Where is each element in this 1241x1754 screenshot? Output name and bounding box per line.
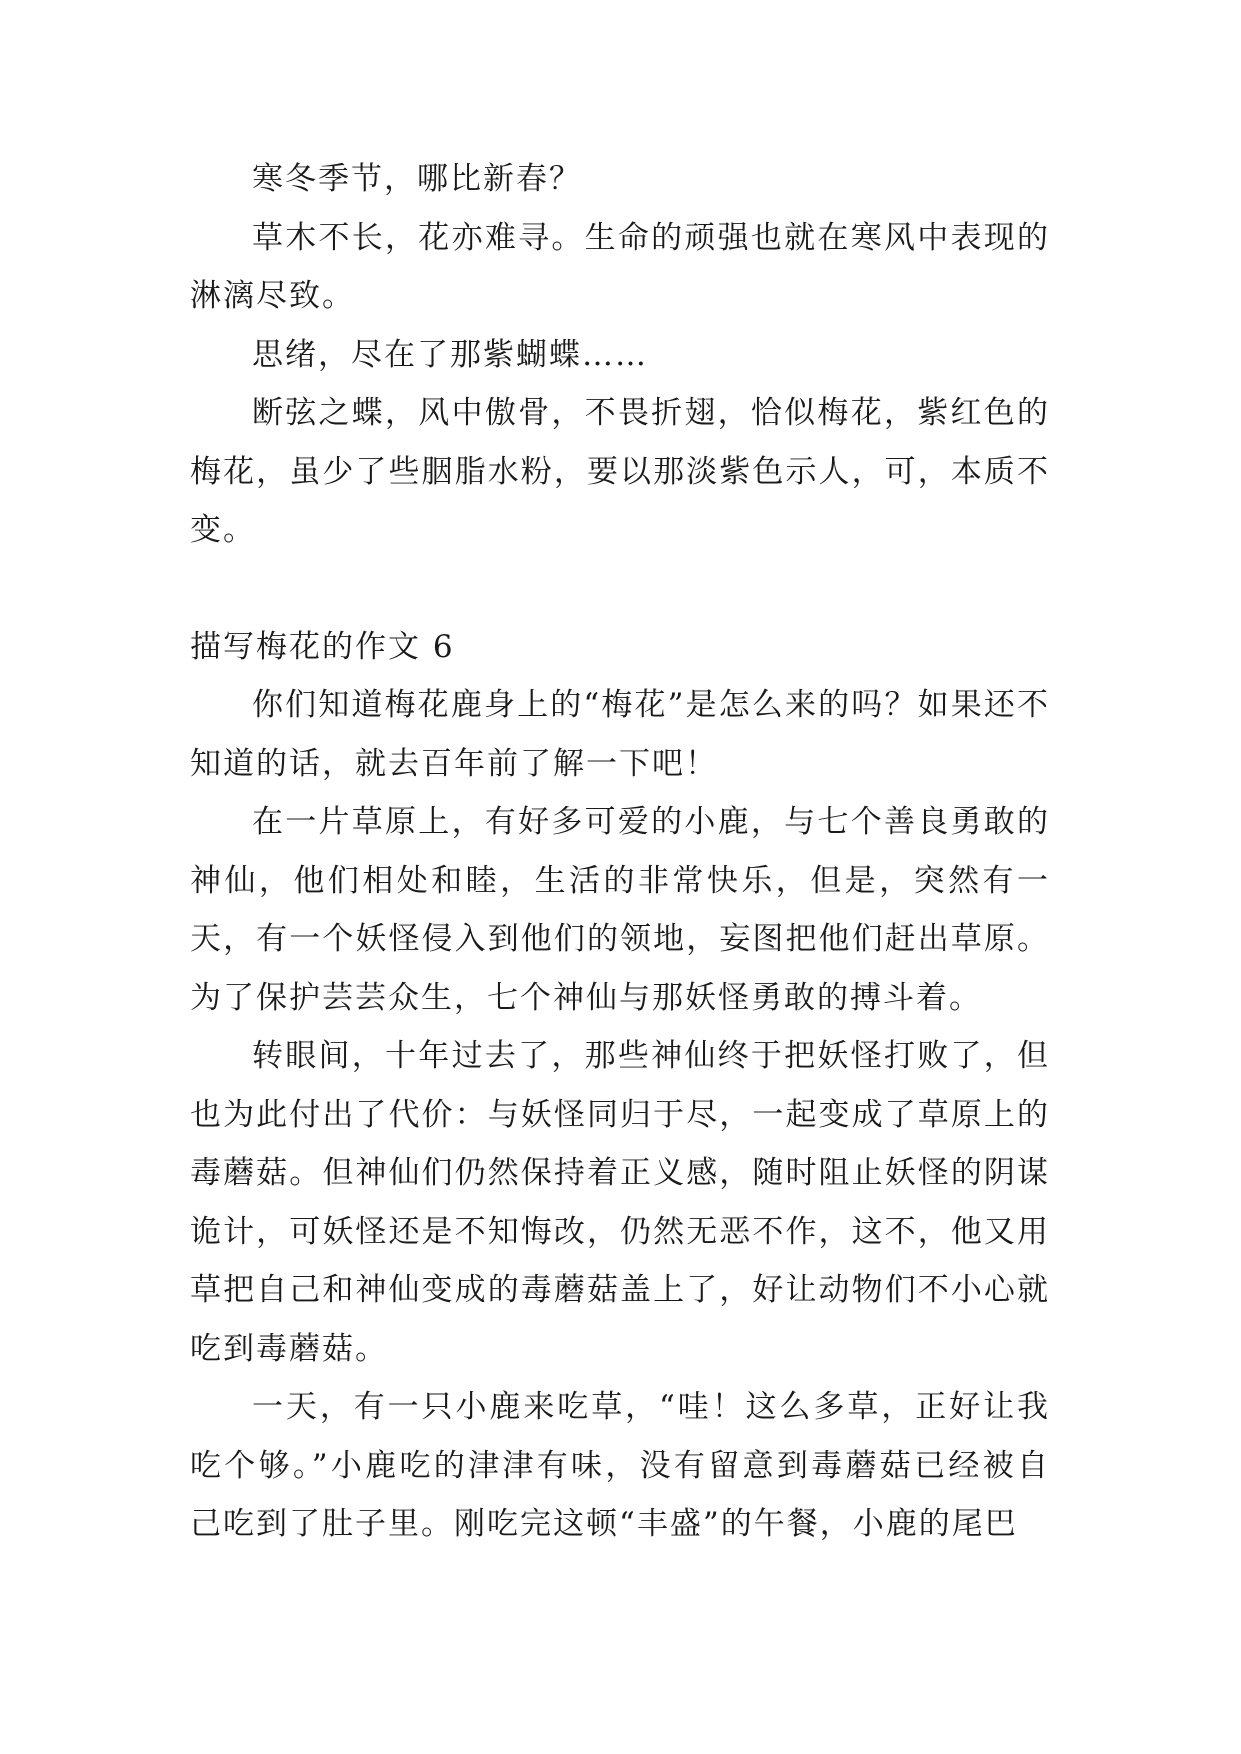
paragraph: 在一片草原上，有好多可爱的小鹿，与七个善良勇敢的神仙，他们相处和睦，生活的非常快乐，但是，突然有一天，有一个妖怪侵入到他们的领地，妄图把他们赶出草原。为了保护芸芸众生，七个神仙与那妖怪勇敢的搏斗着。 bbox=[190, 804, 1050, 1016]
paragraph: 思绪，尽在了那紫蝴蝶…… bbox=[252, 336, 648, 373]
paragraph: 断弦之蝶，风中傲骨，不畏折翅，恰似梅花，紫红色的梅花，虽少了些胭脂水粉，要以那淡紫色示人，可，本质不变。 bbox=[190, 395, 1050, 548]
paragraph: 寒冬季节，哪比新春？ bbox=[252, 161, 582, 197]
paragraph: 一天，有一只小鹿来吃草，“哇！这么多草，正好让我吃个够。”小鹿吃的津津有味，没有留意到毒蘑菇已经被自己吃到了肚子里。刚吃完这顿“丰盛”的午餐，小鹿的尾巴 bbox=[190, 1389, 1050, 1542]
text-column bbox=[190, 150, 1050, 1554]
section-heading: 描写梅花的作文 6 bbox=[190, 628, 455, 665]
paragraph: 你们知道梅花鹿身上的“梅花”是怎么来的吗？如果还不知道的话，就去百年前了解一下吧！ bbox=[190, 687, 1050, 782]
paragraph: 转眼间，十年过去了，那些神仙终于把妖怪打败了，但也为此付出了代价：与妖怪同归于尽，一起变成了草原上的毒蘑菇。但神仙们仍然保持着正义感，随时阻止妖怪的阴谋诡计，可妖怪还是不知悔改，仍然无恶不作，这不，他又用草把自己和神仙变成的毒蘑菇盖上了，好让动物们不小心就吃到毒蘑菇。 bbox=[190, 1038, 1050, 1367]
paragraph: 草木不长，花亦难寻。生命的顽强也就在寒风中表现的淋漓尽致。 bbox=[190, 219, 1050, 314]
